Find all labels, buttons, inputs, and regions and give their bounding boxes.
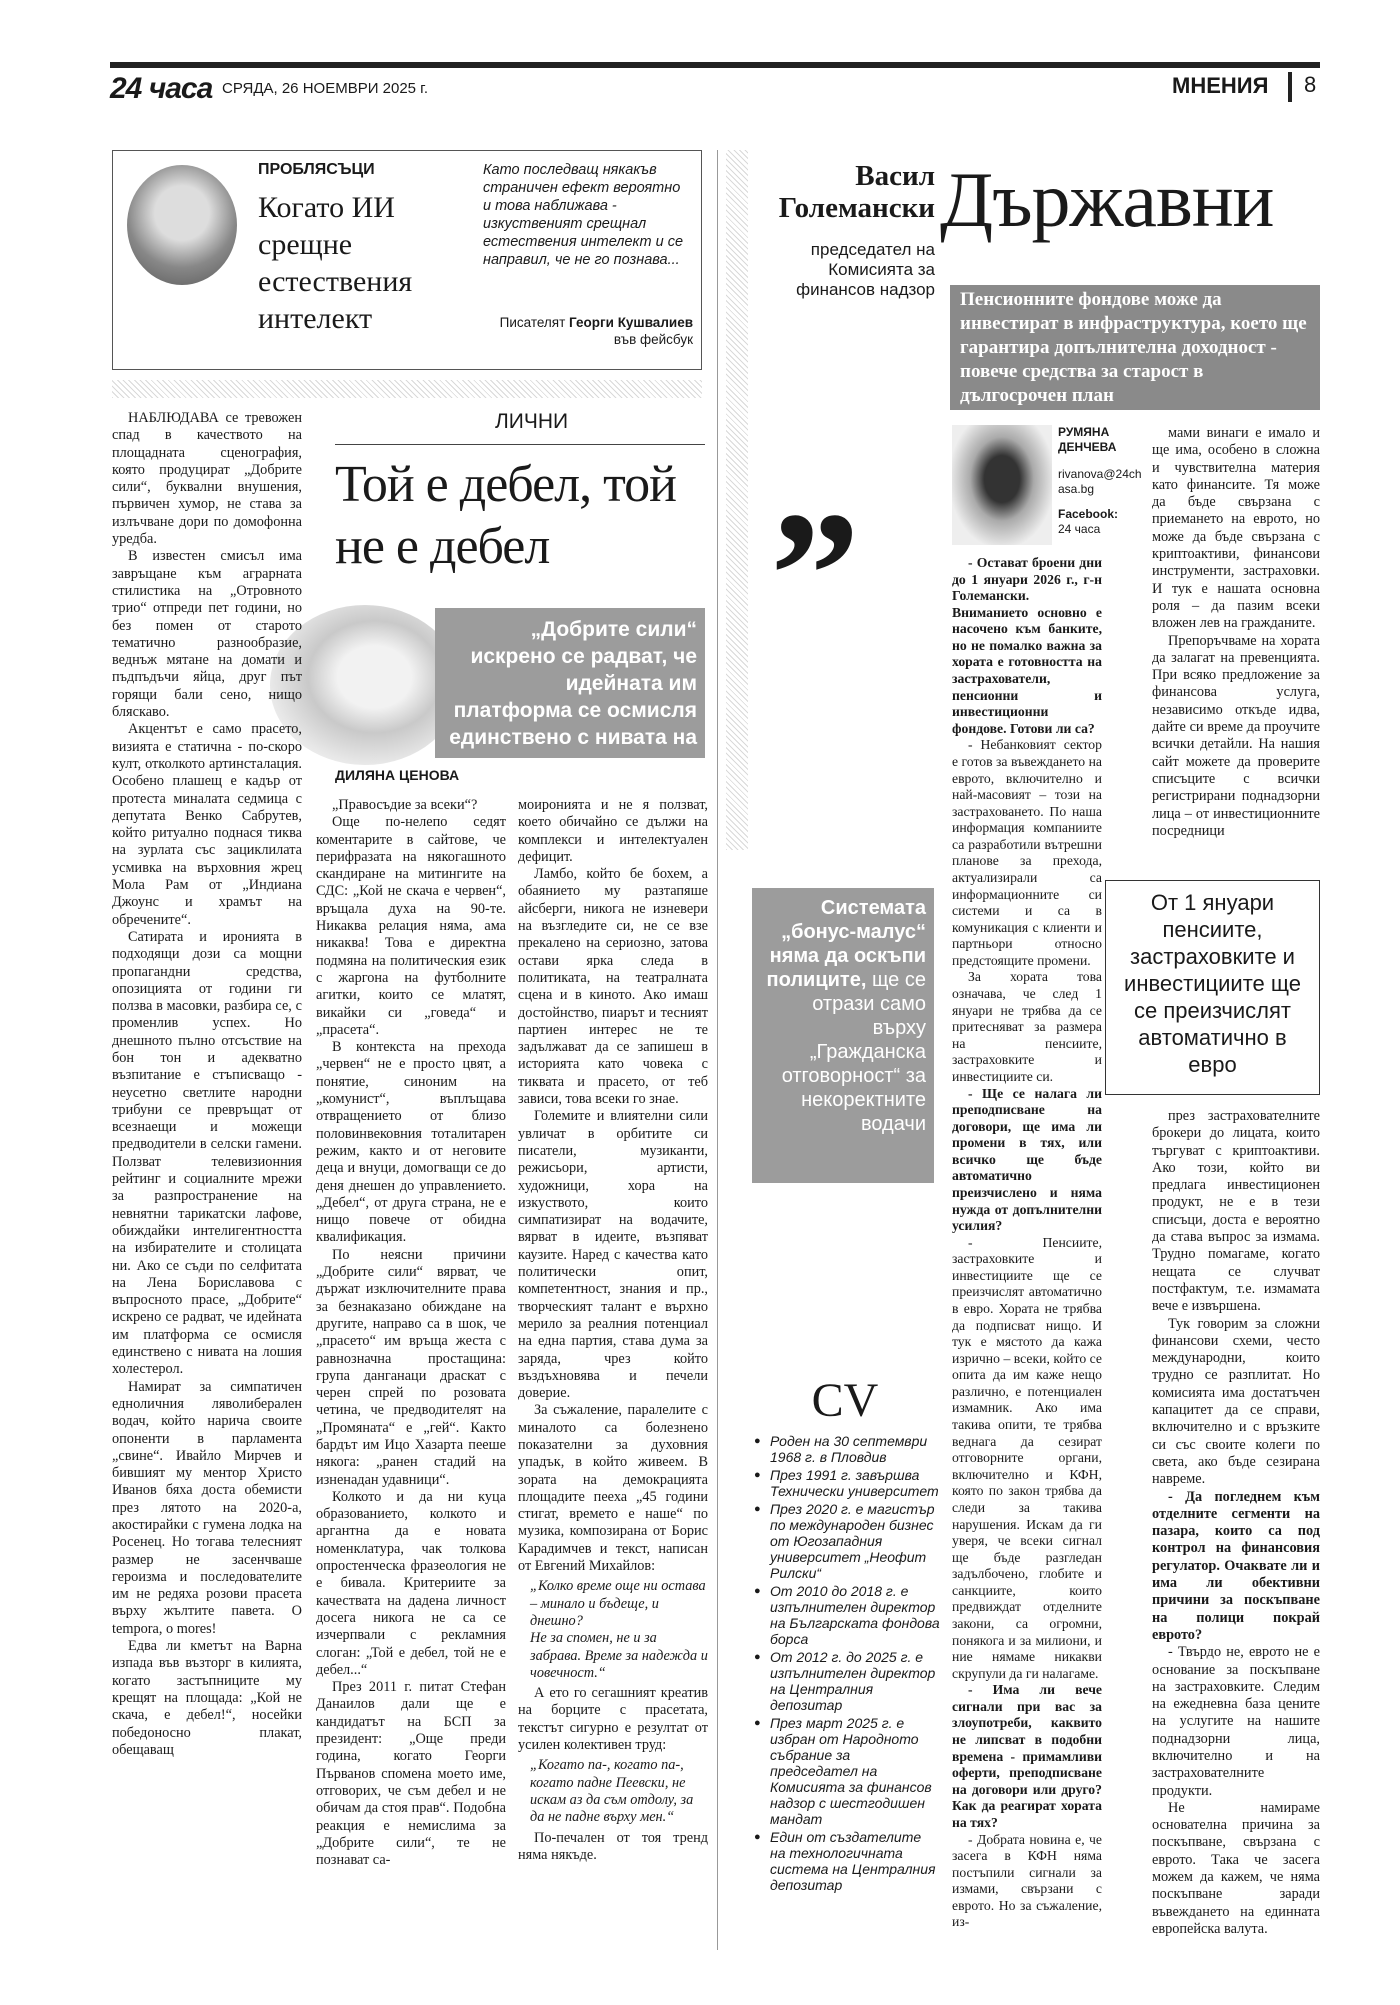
col1-p3: Акцентът е само прасето, визията е статична - по-скоро култ, отколкото артинсталация. Особено плашещ е кадър от протеста миналата седмица с депутата Венко Сабрутев, който ритуално поднася тиква на зурлата със зациклилата усмивка на върховния жрец Мола Рам от „Индиана Джоунс и храмът на обречените“.: [112, 721, 302, 928]
col1-p2: В известен смисъл има завръщане към аграрната стилистика на „Отровното трио“ отпреди пет години, но без помен от старото тематично разнообразие, веднъж мятане на домати и пъдпъдъчи яйца, друг път горящи бали сено, нищо бляскаво.: [112, 548, 302, 721]
reporter-photo: [952, 425, 1052, 545]
reporter-fb: 24 часа: [1058, 522, 1101, 536]
reporter-email: rivanova@24chasa.bg: [1058, 467, 1142, 496]
paragraph: За хората това означава, че след 1 януари не трябва да се притесняват за размера на пенсиите, застраховките и инвестициите си.: [952, 969, 1102, 1084]
masthead: [110, 70, 1320, 106]
cv-title: CV: [811, 1374, 879, 1427]
interview-headline: Държавни: [940, 156, 1274, 243]
flash-quote: Като последващ някакъв страничен ефект вероятно и това наближава - изкуственият срещнал естествения интелект и се направил, че не го познава...: [483, 162, 684, 268]
section-divider: [1288, 72, 1292, 102]
quote-marks: ”: [770, 475, 842, 674]
cv-item: ● От 2012 г. до 2025 г. е изпълнителен директор на Централния депозитар: [750, 1649, 940, 1713]
euro-text: От 1 януари пенсиите, застраховките и инвестициите ще се преизчислят автоматично в евро: [1124, 890, 1301, 1077]
paragraph: Тук говорим за сложни финансови схеми, често международни, които трудно се разплитат. Но комисията има достатъчен капацитет да се справи, включително и с връзките си със своите колеги по света, ако бъде сезирана навреме.: [1152, 1315, 1320, 1488]
paragraph: - Остават броени дни до 1 януари 2026 г., г-н Големански. Вниманието основно е насочено към банките, но не помалко важна за хората е готовността на застрахователи, пенсионни и инвестиционни фондове. Готови ли са?: [952, 555, 1102, 736]
cv-item: ● През март 2025 г. е избран от Народното събрание за председател на Комисията за финансов надзор с шестгодишен мандат: [750, 1715, 940, 1827]
col3-p4: За съжаление, паралелите с миналото са болезнено показателни за духовния упадък, в който живеем. В зората на демокрацията площадите пееха „45 години стигат, времето е наше“ по музика, композирана от Борис Карадимчев и текст, написан от Евгений Михайлов:: [518, 1402, 708, 1575]
col3-p3: Големите и влиятелни сили увличат в орбитите си писатели, музиканти, режисьори, артисти, художници, хора на изкуството, които симпатизират на водачите, вярват в идеите, възпяват каузите. Наред с качества като политически опит, компетентност, знания и пр., творческият талант е върхно мерило за реалния потенциал на една партия, става дума за заряда, чрез който въздъхновява и печели доверие.: [518, 1108, 708, 1402]
flash-box: [112, 150, 702, 370]
logo: 24 часа: [110, 72, 213, 105]
column-headline-block: [335, 410, 705, 610]
interview-colA: [952, 555, 1102, 1931]
cv-list: [750, 1433, 940, 1893]
interview-role: председател на Комисията за финансов надзор: [796, 240, 935, 299]
col2-p3: В контекста на прехода „червен“ не е просто цвят, а понятие, синоним на „комунист“, въплъщава отвращението от близо половинвековния тоталитарен режим, както и от неговите деца и внуци, домогващи се до деня днешен до управлението. „Дебел“, от друга страна, не е нищо повече от обидна квалификация.: [316, 1039, 506, 1246]
col2-p5: Колкото и да ни куца образованието, колкото и аргантна да е новата номенклатура, чак толкова опростенческа фразеология не е бивала. Критериите за качествата на дадена личност досега никога не са се изчерпвали с рекламния слоган: „Той е дебел, той не е дебел...“: [316, 1488, 506, 1678]
page-number: 8: [1304, 72, 1317, 97]
poem1-l2: Не за спомен, не и за забрава. Време за надежда и човечност.“: [530, 1630, 708, 1681]
paragraph: през застрахователните брокери до лицата, които търгуват с криптоактиви. Ако този, който ви предлага инвестиционен продукт, не е в тези списъци, доста е вероятно да става въпрос за измама. Трудно помагаме, когато нещата се случват постфактум, т.е. измамата вече е извършена.: [1152, 1108, 1320, 1315]
paragraph: Не намираме основателна причина за поскъпване, свързана с еврото. Така че засега можем да кажем, че няма поскъпване заради въвеждането на единната европейска валута.: [1152, 1799, 1320, 1937]
cv-item: ● От 2010 до 2018 г. е изпълнителен директор на Българската фондова борса: [750, 1583, 940, 1647]
attribution-suffix: във фейсбук: [613, 332, 693, 347]
reporter-name: РУМЯНА ДЕНЧЕВА: [1058, 425, 1117, 454]
cv-item: ● През 1991 г. завършва Технически университет: [750, 1467, 940, 1499]
paragraph: Препоръчваме на хората да залагат на превенцията. При всяко предложение за финансова услуга, независимо откъде идва, дайте си време да проучите всички детайли. На нашия сайт можете да проверите списъците с всички регистрирани поднадзорни лица – от инвестиционните посредници: [1152, 632, 1320, 839]
col2-p6: През 2011 г. питат Стефан Данаилов дали ще е кандидатът на БСП за президент: „Още преди година, когато Георги Първанов спомена моето име, отговорих, че съм дебел и не обичам да стоя прав“. Подобна реакция е немислима за „Добрите сили“, те не познават са-: [316, 1679, 506, 1869]
paragraph: - Има ли вече сигнали при вас за злоупотреби, каквито не липсват в подобни времена - примамливи оферти, преподписване на договори или друго? Как да реагират хората на тях?: [952, 1682, 1102, 1830]
interview-colB1: [1152, 425, 1320, 840]
interview-colB2: [1152, 1108, 1320, 1938]
column-headline: Той е дебел, той не е дебел: [335, 456, 676, 575]
attribution-prefix: Писателят: [499, 315, 566, 330]
col2-p2: Още по-нелепо седят коментарите в сайтове, че перифразата на някогашното скандиране на митингите на СДС: „Кой не скача е червен“, връщала духа на 90-те. Никаква релация няма, ама никаква! Това е директна подмяна на политическия език с жаргона на футболните агитки, които се млатят, викайки си „говеда“ и „прасета“.: [316, 814, 506, 1038]
interview-name: [745, 160, 935, 224]
col2-p1: „Правосъдие за всеки“?: [332, 797, 478, 813]
flash-title: Когато ИИ срещне естествения интелект: [258, 191, 413, 335]
poem1-l1: „Колко време още ни остава – минало и бъдеще, и днешно?: [530, 1578, 706, 1629]
paragraph: - Добрата новина е, че засега в КФН няма постъпили сигнали за измами, свързани с еврото. Но за съжаление, из-: [952, 1831, 1102, 1930]
cv-item: ● Роден на 30 септември 1968 г. в Пловдив: [750, 1433, 940, 1465]
paragraph: - Небанковият сектор е готов за въвеждането на еврото, включително и най-масовият – този на застраховането. По наша информация компаниите са разработили вътрешни планове за прехода, актуализирали са информационните си системи и са в комуникация с клиенти и партньори относно предстоящите промени.: [952, 737, 1102, 968]
name-first: Васил: [855, 160, 935, 192]
col1-p5: Намират за симпатичен едноличния ляволиберален водач, който нарича своите опоненти в парламента „свине“. Ивайло Мирчев и бившият му ментор Христо Иванов бяха доста обемисти през лятото на 2020-а, акостирайки с гумена лодка на Росенец. Но тогава телесният размер не засенчваше героизма и последователите им не редяха розови прасета върху жълтите павета. О tempora, o mores!: [112, 1378, 302, 1637]
column-col2: [316, 797, 506, 1869]
poem2: „Когато па-, когато па-, когато падне Пеевски, не искам аз да съм отдолу, за да не падне върху мен.“: [530, 1757, 694, 1826]
issue-date: СРЯДА, 26 НОЕМВРИ 2025 г.: [222, 80, 428, 97]
col3-p5: А ето го сегашният креатив на борците с прасетата, текстът сигурно е резултат от усилен колективен труд:: [518, 1685, 708, 1754]
paragraph: мами винаги е имало и ще има, особено в сложна и чувствителна материя като финансите. Тя може да бъде свързана с приемането на еврото, но може да бъде свързана с криптоактиви, финансови инструменти, застраховки. И тук е нашата основна роля – да пазим всеки вложен лев на гражданите.: [1152, 425, 1320, 632]
writer-photo: [127, 165, 237, 285]
col3-p1: моиронията и не я ползват, което обичайно се дължи на комплекси и интелектуален дефицит.: [518, 797, 708, 865]
interview-hatch: [726, 150, 748, 850]
col3-p6: По-печален от тоя тренд няма някъде.: [518, 1829, 708, 1863]
column-col3: [518, 797, 708, 1864]
paragraph: - Ще се налага ли преподписване на договори, ще има ли промени в тях, или всичко ще бъде автоматично преизчислено и няма нужда от допълнителни усилия?: [952, 1085, 1102, 1234]
attribution-name: Георги Кушвалиев: [569, 315, 693, 330]
col1-p4: Сатирата и иронията в подходящи дози са мощни пропагандни средства, опозицията от години ги ползва в масовки, разбира се, с променлив успех. Но днешното пълно отсъствие на бон тон и адекватно възпитание е стъписващо - неусетно светлите народни трибуни се превръщат от всезнаещи и можещи предводители в селски гамени. Ползват телевизионния рейтинг и социалните мрежи за разпространение на невнятни тарикатски лафове, обиждайки интелигентността на избирателите и столицата ни. Ако се съди по селфитата на Лена Бориславова с въпросното прасе, „Добрите“ искрено се радват, че идейната им платформа се осмисля единствено с нивата на лошия холестерол.: [112, 928, 302, 1378]
interview-subhead: Пенсионните фондове може да инвестират в инфраструктура, което ще гарантира допълнителна доходност - повече средства за старост в дългосрочен план: [960, 289, 1307, 406]
pullquote-euro-box: [1105, 880, 1320, 1095]
flash-kicker: ПРОБЛЯСЪЦИ: [258, 161, 375, 178]
bonus-rest: ще се отрази само върху „Гражданска отговорност“ за некоректните водачи: [781, 969, 926, 1135]
pullquote-text: „Добрите сили“ искрено се радват, че идейната им платформа се осмисля единствено с нивата на лошия холестерол: [449, 618, 697, 776]
pullquote-bonus-malus: [752, 888, 934, 1183]
top-rule: [110, 62, 1320, 68]
hatch-separator: [112, 380, 702, 398]
col1-p1: НАБЛЮДАВА се тревожен спад в качеството на площадната сценография, която продуцират „Добрите сили“, буквални внушения, първичен хумор, не става за излъчване дори по домофонна уредба.: [112, 410, 302, 548]
column-author: ДИЛЯНА ЦЕНОВА: [335, 767, 460, 783]
flash-attribution: [483, 314, 693, 348]
column-col1: [112, 410, 302, 1759]
paragraph: - Твърдо не, еврото не е основание за поскъпване на застраховките. Следим на ежедневна база цените на услугите на нашите поднадзорни лица, включително и на застрахователните продукти.: [1152, 1644, 1320, 1799]
col1-p6: Едва ли кметът на Варна изпада във възторг в килията, когато застъпниците му крещят на площада: „Кой не скача, е дебел!“, носейки победоносно плакат, обещаващ: [112, 1638, 302, 1758]
reporter-info: [1058, 425, 1148, 537]
paragraph: - Пенсиите, застраховките и инвестициите ще се преизчислят автоматично в евро. Хората не трябва да подписват нищо. И тук е мястото да кажа изрично – всеки, който се опита да им каже нещо различно, е потенциален измамник. Ако има такива опити, те трябва веднага да сезират отговорните органи, включително и КФН, която по закон трябва да следи за такива нарушения. Искам да ги уверя, че всеки сигнал ще бъде разгледан задълбочено, глобите и санкциите, които предвиждат отделните закони, са огромни, понякога и за милиони, и ние нямаме никакви скрупули да ги налагаме.: [952, 1234, 1102, 1681]
cv-item: ● Един от създателите на технологичната система на Централния депозитар: [750, 1829, 940, 1893]
col3-p2: Ламбо, който бе бохем, а обаянието му разтапяше айсберги, никога не изневери на възгледите си, не се взе прекалено на сериозно, затова остави ярка следа в политиката, на театралната сцена и в киното. Ако имаш достойнство, пиарът и тесният партиен интерес не те задължават да се запишеш в историята като човека с тиквата и прасето, от теб зависи, това всеки го знае.: [518, 866, 708, 1108]
reporter-fb-label: Facebook:: [1058, 507, 1119, 521]
name-last: Големански: [778, 192, 935, 224]
bonus-bold: Системата „бонус-малус“ няма да оскъпи полиците,: [766, 897, 926, 991]
column-kicker: ЛИЧНИ: [495, 410, 569, 433]
section-label: МНЕНИЯ: [1172, 73, 1269, 98]
cv-block: [750, 1375, 940, 1895]
column-kicker-line: [335, 444, 705, 445]
paragraph: - Да погледнем към отделните сегменти на пазара, които са под контрол на финансовия регулатор. Очаквате ли и има ли обективни причини за поскъпване на полици покрай еврото?: [1152, 1488, 1320, 1643]
page-column-rule: [717, 150, 718, 1950]
cv-item: ● През 2020 г. е магистър по международен бизнес от Югозападния университет „Неофит Рилски“: [750, 1501, 940, 1581]
column-pullquote: [435, 608, 705, 776]
col2-p4: По неясни причини „Добрите сили“ вярват, че държат изключителните права за безнаказано обиждане на другите, направо са в шок, че „прасето“ им връща жеста с равнозначна простащина: група данганаци драскат с черен спрей по розовата четина, че предводителят на „Промяната“ е „гей“. Както бардът им Ицо Хазарта пееше някога: „ранен стадий на изненадан удавници“.: [316, 1246, 506, 1488]
